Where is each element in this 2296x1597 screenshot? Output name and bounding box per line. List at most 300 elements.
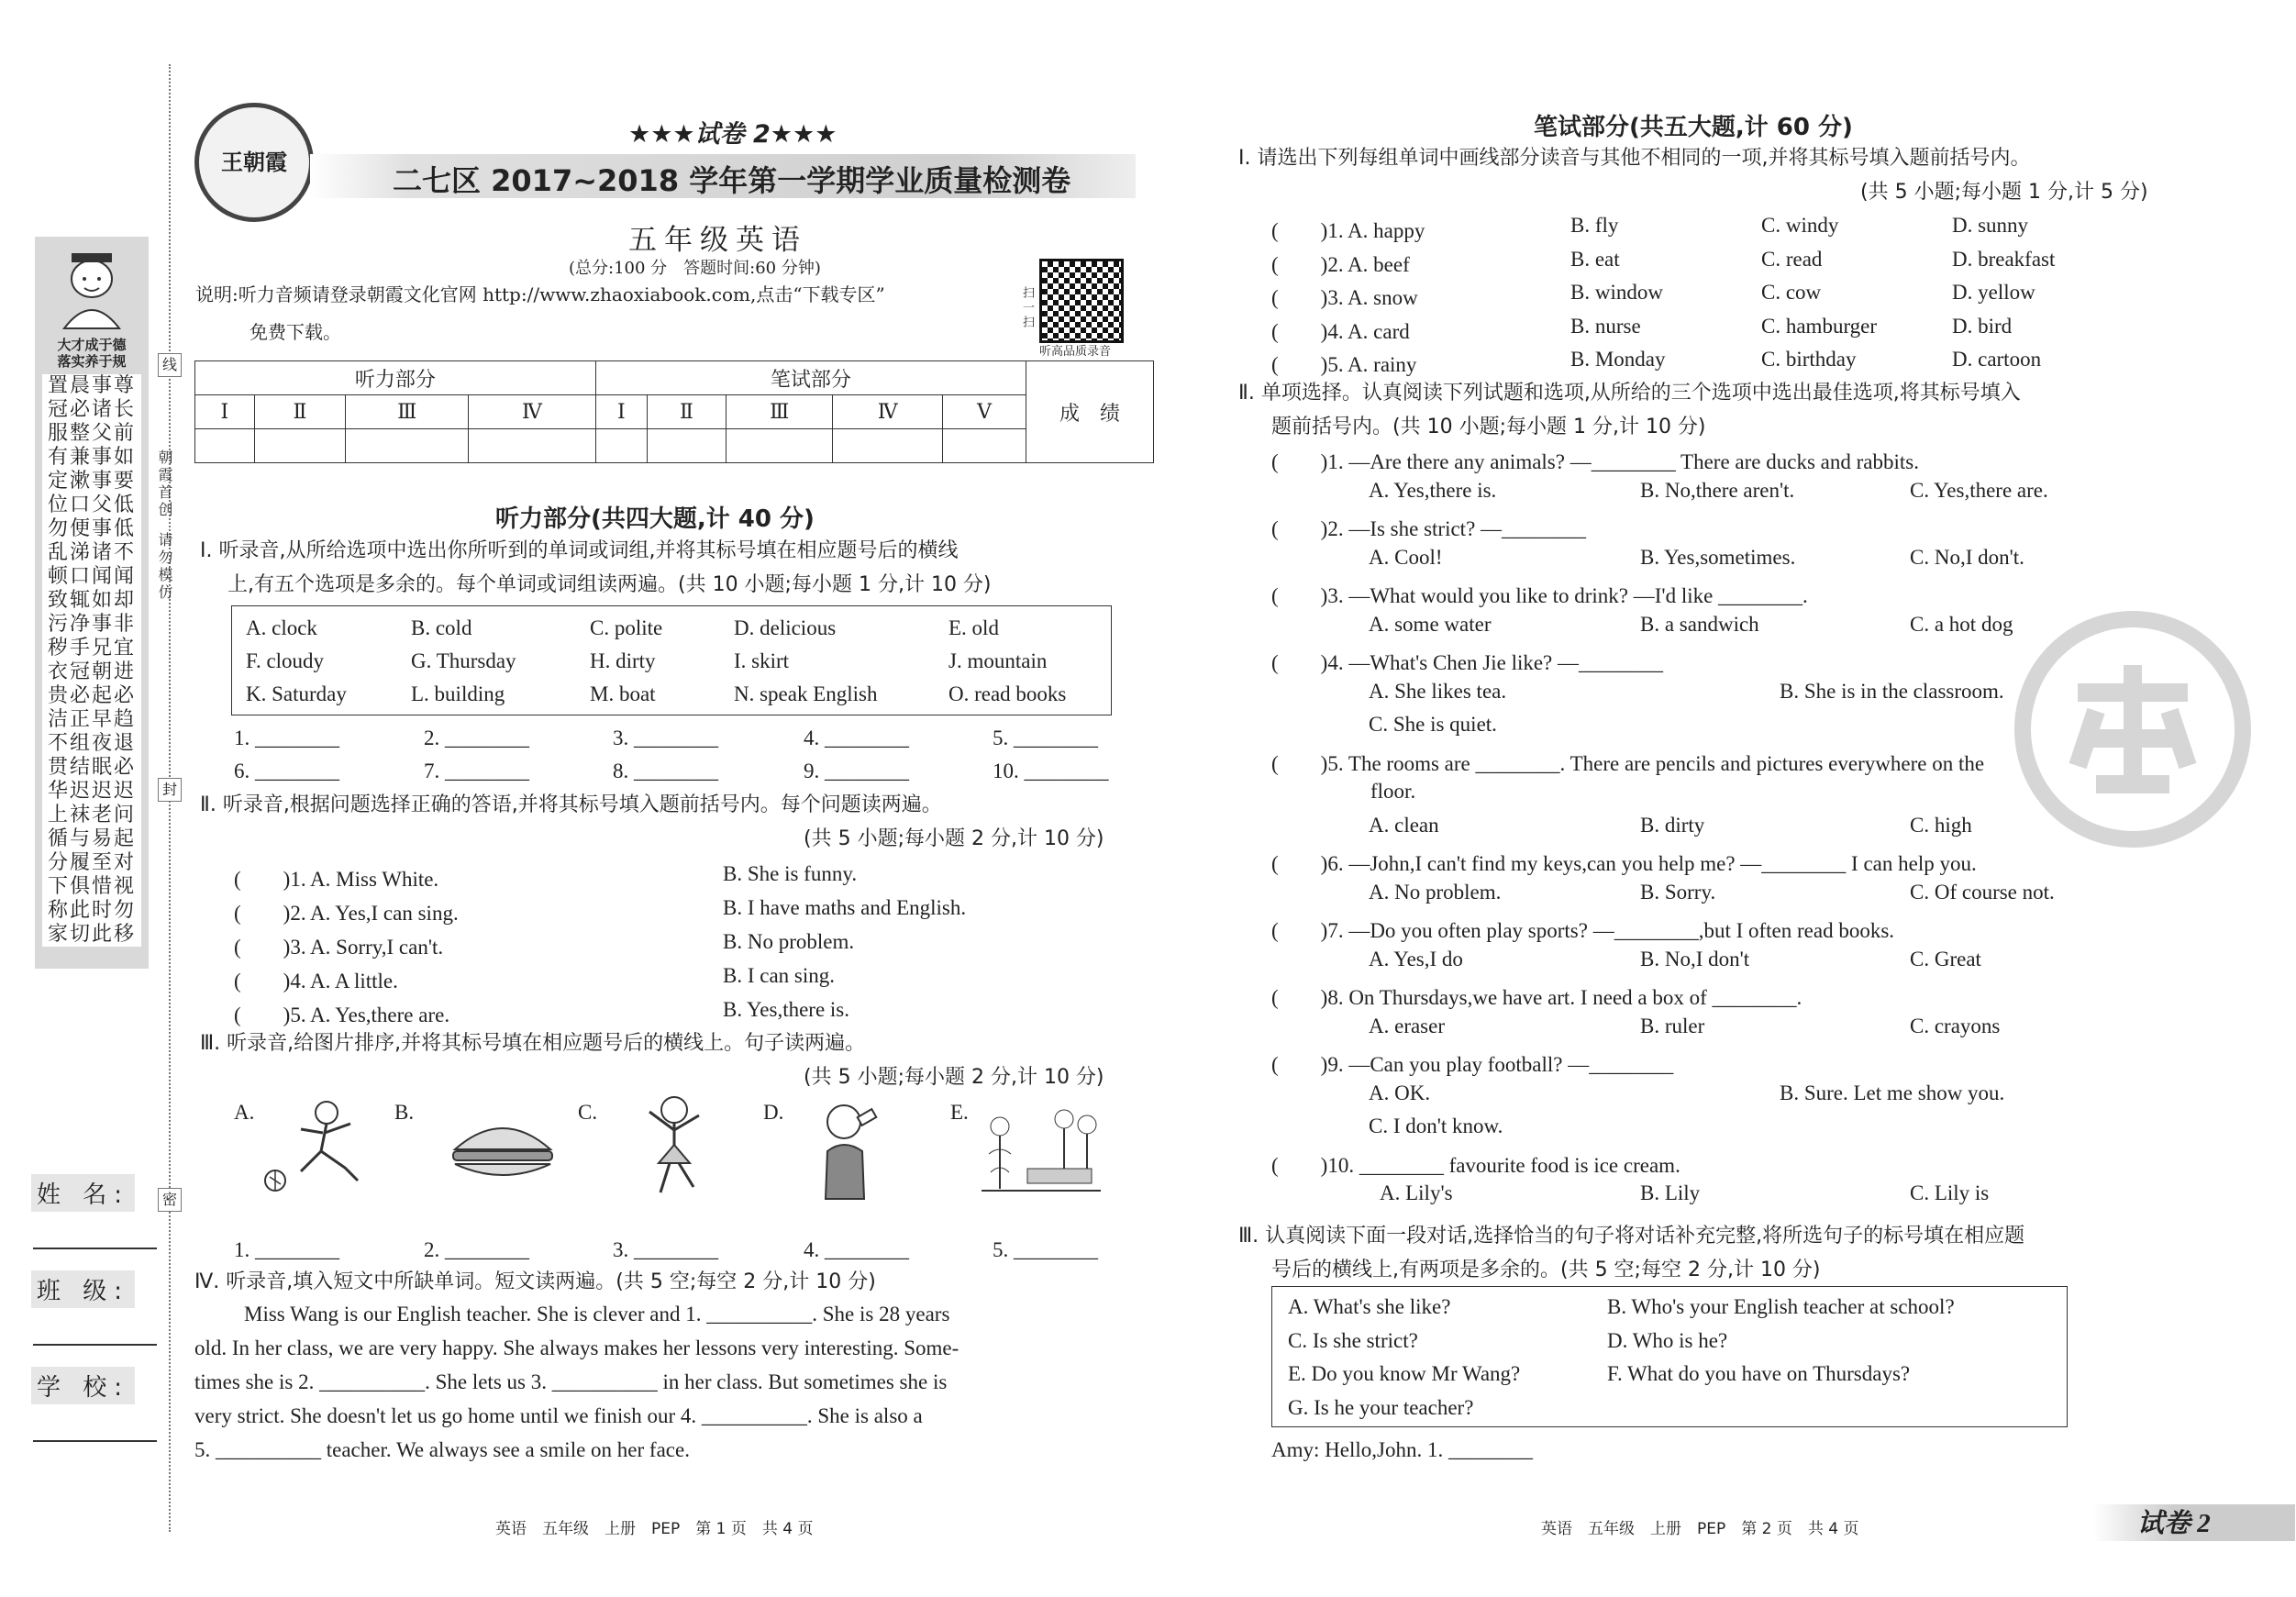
listening-s2-question: ( )4. A. A little. xyxy=(234,970,398,993)
proverb-char: 正 xyxy=(69,708,92,731)
proverb-char: 履 xyxy=(69,851,92,874)
motto-line-1: 大才成于德 xyxy=(57,337,127,353)
proverb-char: 家 xyxy=(47,923,70,946)
proverb-char: 此 xyxy=(92,923,115,946)
proverb-row xyxy=(42,589,141,613)
proverb-char: 口 xyxy=(69,494,92,516)
proverb-char: 致 xyxy=(47,589,70,612)
writing-s1-instruction: Ⅰ. 请选出下列每组单词中画线部分读音与其他不相同的一项,并将其标号填入题前括号内。 xyxy=(1238,147,2031,170)
pronunciation-option: D. cartoon xyxy=(1952,348,2042,371)
motto-line-2: 落实养于规 xyxy=(57,353,127,370)
mcq-question: ( )2. —Is she strict? —________ xyxy=(1271,517,1587,540)
mcq-question: ( )7. —Do you often play sports? —________,but I often read books. xyxy=(1271,919,1895,942)
mcq-option: C. She is quiet. xyxy=(1369,713,1497,736)
proverb-char: 此 xyxy=(69,899,92,922)
proverb-char: 移 xyxy=(114,923,137,946)
proverb-char: 早 xyxy=(92,708,115,731)
brand-logo xyxy=(194,103,314,222)
listening-s1-blank: 7. ________ xyxy=(424,760,529,782)
picture-label: D. xyxy=(763,1101,784,1124)
proverb-row xyxy=(42,422,141,446)
dialog-option: D. Who is he? xyxy=(1607,1328,1728,1352)
score-col: Ⅳ xyxy=(833,395,943,429)
pronunciation-option: ( )5. A. rainy xyxy=(1271,353,1417,376)
mcq-option: A. eraser xyxy=(1369,1014,1446,1037)
footer-right: 英语 五年级 上册 PEP 第 2 页 共 4 页 xyxy=(1541,1520,1859,1538)
writing-s3-instruction-2: 号后的横线上,有两项是多余的。(共 5 空;每空 2 分,计 10 分) xyxy=(1271,1259,1821,1281)
qr-caption: 听高品质录音 xyxy=(1039,345,1112,359)
proverb-char: 便 xyxy=(69,517,92,540)
dialog-option: G. Is he your teacher? xyxy=(1288,1395,1474,1419)
proverb-char: 切 xyxy=(69,923,92,946)
subject-title: 五年级英语 xyxy=(628,224,807,257)
score-col: Ⅴ xyxy=(943,395,1026,429)
listening-s1-blank: 1. ________ xyxy=(234,726,339,749)
footer-badge: 试卷 2 xyxy=(2137,1509,2211,1538)
score-col: Ⅱ xyxy=(647,395,726,429)
proverb-char: 贵 xyxy=(47,684,70,707)
mcq-option: A. OK. xyxy=(1369,1081,1431,1104)
proverb-char: 晨 xyxy=(69,374,92,397)
proverb-char: 长 xyxy=(114,398,137,421)
mcq-question: ( )4. —What's Chen Jie like? —________ xyxy=(1271,651,1664,674)
listening-s1-blank: 5. ________ xyxy=(993,726,1098,749)
mcq-option: C. Lily is xyxy=(1910,1181,1990,1204)
proverb-char: 尊 xyxy=(114,374,137,397)
proverb-char: 宜 xyxy=(114,637,137,660)
proverb-char: 闻 xyxy=(92,565,115,588)
mcq-option: A. She likes tea. xyxy=(1369,679,1507,703)
proverb-row xyxy=(42,374,141,398)
mcq-option: A. clean xyxy=(1369,813,1439,837)
proverb-char: 辄 xyxy=(69,589,92,612)
proverb-char: 必 xyxy=(69,684,92,707)
dialog-option: A. What's she like? xyxy=(1288,1295,1451,1318)
score-head-total: 成 绩 xyxy=(1026,361,1154,463)
listening-s2-option-b: B. Yes,there is. xyxy=(723,998,850,1021)
listening-title: 听力部分(共四大题,计 40 分) xyxy=(495,505,815,533)
listening-s1-blank: 6. ________ xyxy=(234,760,339,782)
proverb-char: 漱 xyxy=(69,470,92,493)
proverb-char: 如 xyxy=(92,589,115,612)
score-cell[interactable] xyxy=(469,429,596,463)
proverb-row xyxy=(42,780,141,804)
picture-girl-dancing xyxy=(633,1092,715,1202)
proverb-char: 迟 xyxy=(92,780,115,803)
proverb-row xyxy=(42,875,141,899)
seal-char-mi: 密 xyxy=(158,1188,182,1212)
score-cell[interactable] xyxy=(943,429,1026,463)
proverb-char: 起 xyxy=(114,827,137,850)
proverb-row xyxy=(42,446,141,470)
pronunciation-option: D. sunny xyxy=(1952,214,2029,237)
listening-s1-instruction-1: Ⅰ. 听录音,从所给选项中选出你所听到的单词或词组,并将其标号填在相应题号后的横线 xyxy=(200,539,959,562)
proverb-char: 诸 xyxy=(92,541,115,564)
pronunciation-option: B. eat xyxy=(1570,247,1620,271)
proverb-char: 至 xyxy=(92,851,115,874)
listening-s1-option: C. polite xyxy=(590,616,663,639)
exam-meta: (总分:100 分 答题时间:60 分钟) xyxy=(569,259,821,278)
listening-s2-question: ( )5. A. Yes,there are. xyxy=(234,1004,450,1026)
proverb-char: 有 xyxy=(47,446,70,469)
listening-s1-option: O. read books xyxy=(948,682,1067,705)
mcq-option: A. No problem. xyxy=(1369,880,1502,904)
proverb-char: 视 xyxy=(114,875,137,898)
mcq-option: B. a sandwich xyxy=(1640,612,1759,636)
proverb-char: 眠 xyxy=(92,756,115,779)
mcq-question: ( )6. —John,I can't find my keys,can you help me? —________ I can help you. xyxy=(1271,852,1977,875)
pronunciation-option: B. fly xyxy=(1570,214,1619,237)
listening-s3-instruction: Ⅲ. 听录音,给图片排序,并将其标号填在相应题号后的横线上。句子读两遍。 xyxy=(200,1032,866,1055)
proverb-char: 朝 xyxy=(92,660,115,683)
proverb-row xyxy=(42,517,141,541)
proverb-char: 冠 xyxy=(69,660,92,683)
proverb-char: 结 xyxy=(69,756,92,779)
mcq-option: C. Great xyxy=(1910,947,1981,970)
listening-s2-option-b: B. I have maths and English. xyxy=(723,896,967,919)
pronunciation-option: D. bird xyxy=(1952,314,2013,338)
mcq-option: A. Lily's xyxy=(1380,1181,1453,1204)
proverb-row xyxy=(42,923,141,947)
proverb-char: 事 xyxy=(92,374,115,397)
writing-s3-instruction-1: Ⅲ. 认真阅读下面一段对话,选择恰当的句子将对话补充完整,将所选句子的标号填在相应题 xyxy=(1238,1225,2025,1248)
proverb-char: 污 xyxy=(47,613,70,636)
listening-s1-option: I. skirt xyxy=(734,649,790,672)
note-line-2: 免费下载。 xyxy=(250,321,341,343)
proverb-row xyxy=(42,804,141,827)
score-col: Ⅲ xyxy=(727,395,833,429)
mcq-option: B. No,I don't xyxy=(1640,947,1750,970)
score-col: Ⅱ xyxy=(254,395,345,429)
score-cell[interactable] xyxy=(595,429,647,463)
proverb-char: 手 xyxy=(69,637,92,660)
listening-s1-option: N. speak English xyxy=(734,682,878,705)
proverb-char: 起 xyxy=(92,684,115,707)
proverb-char: 兄 xyxy=(92,637,115,660)
mcq-option: B. dirty xyxy=(1640,813,1705,837)
proverb-char: 对 xyxy=(114,851,137,874)
writing-title: 笔试部分(共五大题,计 60 分) xyxy=(1534,114,1853,141)
pronunciation-option: C. windy xyxy=(1761,214,1839,237)
mcq-question: ( )9. —Can you play football? —________ xyxy=(1271,1053,1674,1076)
proverb-char: 必 xyxy=(69,398,92,421)
pronunciation-option: B. nurse xyxy=(1570,314,1641,338)
side-note-2: 请勿模仿 xyxy=(156,532,173,602)
score-col: Ⅳ xyxy=(469,395,596,429)
proverb-char: 勿 xyxy=(114,899,137,922)
listening-s2-option-b: B. No problem. xyxy=(723,930,855,953)
mcq-option: B. She is in the classroom. xyxy=(1780,679,2004,703)
mcq-option: A. some water xyxy=(1369,612,1492,636)
proverb-char: 兼 xyxy=(69,446,92,469)
class-label: 班 级: xyxy=(31,1270,135,1308)
listening-s2-question: ( )1. A. Miss White. xyxy=(234,868,439,891)
proverb-char: 非 xyxy=(114,613,137,636)
pronunciation-option: C. read xyxy=(1761,247,1823,271)
listening-s1-option: D. delicious xyxy=(734,616,837,639)
school-label: 学 校: xyxy=(31,1367,135,1404)
proverb-char: 父 xyxy=(92,422,115,445)
listening-s2-question: ( )2. A. Yes,I can sing. xyxy=(234,902,459,925)
writing-s2-instruction-2: 题前括号内。(共 10 小题;每小题 1 分,计 10 分) xyxy=(1271,416,1706,438)
exam-title: 二七区 2017~2018 学年第一学期学业质量检测卷 xyxy=(393,163,1071,198)
listening-s2-instruction: Ⅱ. 听录音,根据问题选择正确的答语,并将其标号填入题前括号内。每个问题读两遍。 xyxy=(200,793,942,816)
note-line-1: 说明:听力音频请登录朝霞文化官网 http://www.zhaoxiabook.com,点击“下载专区” xyxy=(195,283,885,305)
proverb-char: 贯 xyxy=(47,756,70,779)
listening-s3-blank: 5. ________ xyxy=(993,1238,1098,1261)
passage-line: 5. __________ teacher. We always see a smile on her face. xyxy=(194,1438,690,1461)
mcq-question: ( )1. —Are there any animals? —________ There are ducks and rabbits. xyxy=(1271,450,1919,473)
listening-s2-option-b: B. I can sing. xyxy=(723,964,836,987)
passage-line: old. In her class, we are very happy. She always makes her lessons very interesting. Some- xyxy=(194,1336,959,1359)
proverb-char: 服 xyxy=(47,422,70,445)
listening-s1-option: A. clock xyxy=(246,616,317,639)
writing-s2-instruction-1: Ⅱ. 单项选择。认真阅读下列试题和选项,从所给的三个选项中选出最佳选项,将其标号填入 xyxy=(1238,382,2021,405)
mcq-option: C. I don't know. xyxy=(1369,1115,1503,1137)
dialog-option: C. Is she strict? xyxy=(1288,1328,1418,1352)
score-head-writing: 笔试部分 xyxy=(595,361,1026,395)
pronunciation-option: ( )1. A. happy xyxy=(1271,219,1425,242)
pronunciation-option: C. birthday xyxy=(1761,348,1857,371)
proverb-char: 位 xyxy=(47,494,70,516)
passage-line: very strict. She doesn't let us go home until we finish our 4. __________. She is also a xyxy=(194,1404,923,1427)
proverb-char: 与 xyxy=(69,827,92,850)
mcq-option: B. No,there aren't. xyxy=(1640,478,1795,502)
proverb-char: 上 xyxy=(47,804,70,826)
listening-s2-option-b: B. She is funny. xyxy=(723,862,858,885)
listening-s1-option: E. old xyxy=(948,616,999,639)
listening-s1-option: M. boat xyxy=(590,682,656,705)
pronunciation-option: B. Monday xyxy=(1570,348,1666,371)
mcq-option: B. ruler xyxy=(1640,1014,1705,1037)
mcq-option: C. No,I don't. xyxy=(1910,545,2024,569)
mcq-option: A. Cool! xyxy=(1369,545,1443,569)
proverb-char: 循 xyxy=(47,827,70,850)
mcq-question: ( )3. —What would you like to drink? —I'd like ________. xyxy=(1271,584,1808,607)
proverb-char: 洁 xyxy=(47,708,70,731)
proverb-row xyxy=(42,613,141,637)
picture-label: E. xyxy=(950,1101,969,1124)
mcq-option: C. crayons xyxy=(1910,1014,2001,1037)
proverb-char: 置 xyxy=(47,374,70,397)
listening-s3-blank: 4. ________ xyxy=(804,1238,909,1261)
pronunciation-option: B. window xyxy=(1570,281,1663,304)
listening-s2-question: ( )3. A. Sorry,I can't. xyxy=(234,936,444,959)
proverb-char: 如 xyxy=(114,446,137,469)
proverb-char: 进 xyxy=(114,660,137,683)
listening-s1-blank: 9. ________ xyxy=(804,760,909,782)
proverb-char: 退 xyxy=(114,732,137,755)
footer-left: 英语 五年级 上册 PEP 第 1 页 共 4 页 xyxy=(495,1520,814,1538)
dialog-line-1: Amy: Hello,John. 1. ________ xyxy=(1271,1438,1533,1461)
score-cell[interactable] xyxy=(727,429,833,463)
picture-label: A. xyxy=(234,1101,255,1124)
pronunciation-option: D. breakfast xyxy=(1952,247,2056,271)
proverb-char: 称 xyxy=(47,899,70,922)
proverb-char: 父 xyxy=(92,494,115,516)
proverb-char: 不 xyxy=(114,541,137,564)
proverb-char: 必 xyxy=(114,684,137,707)
proverb-char: 时 xyxy=(92,899,115,922)
passage-line: Miss Wang is our English teacher. She is clever and 1. __________. She is 28 years xyxy=(244,1303,950,1325)
proverb-char: 口 xyxy=(69,565,92,588)
mcq-option: C. a hot dog xyxy=(1910,612,2013,636)
name-field[interactable] xyxy=(33,1248,157,1249)
listening-s1-blank: 2. ________ xyxy=(424,726,529,749)
proverb-char: 问 xyxy=(114,804,137,826)
score-head-listening: 听力部分 xyxy=(195,361,596,395)
score-cell[interactable] xyxy=(254,429,345,463)
score-cell[interactable] xyxy=(346,429,469,463)
proverb-char: 不 xyxy=(47,732,70,755)
proverb-row xyxy=(42,637,141,660)
name-label: 姓 名: xyxy=(31,1174,135,1212)
mcq-question: ( )10. ________ favourite food is ice cream. xyxy=(1271,1153,1680,1177)
listening-s3-points: (共 5 小题;每小题 2 分,计 10 分) xyxy=(804,1066,1104,1089)
proverb-row xyxy=(42,732,141,756)
proverb-row xyxy=(42,565,141,589)
listening-s3-blank: 2. ________ xyxy=(424,1238,529,1261)
proverb-row xyxy=(42,541,141,565)
dialog-option: F. What do you have on Thursdays? xyxy=(1607,1362,1911,1385)
picture-label: B. xyxy=(394,1101,415,1124)
picture-garden xyxy=(972,1099,1110,1202)
proverb-char: 诸 xyxy=(92,398,115,421)
listening-s1-option: G. Thursday xyxy=(411,649,516,672)
proverb-char: 事 xyxy=(92,470,115,493)
listening-s1-option: B. cold xyxy=(411,616,472,639)
dialog-option: E. Do you know Mr Wang? xyxy=(1288,1362,1521,1385)
proverb-char: 定 xyxy=(47,470,70,493)
mcq-question: ( )5. The rooms are ________. There are pencils and pictures everywhere on the xyxy=(1271,751,1985,775)
proverb-char: 低 xyxy=(114,494,137,516)
qr-code xyxy=(1039,259,1124,343)
proverb-char: 勿 xyxy=(47,517,70,540)
watermark-seal-icon xyxy=(2013,610,2252,848)
proverb-char: 迟 xyxy=(114,780,137,803)
proverb-char: 惜 xyxy=(92,875,115,898)
listening-s1-instruction-2: 上,有五个选项是多余的。每个单词或词组读两遍。(共 10 小题;每小题 1 分,计 10 分) xyxy=(227,573,992,596)
score-col: Ⅰ xyxy=(195,395,255,429)
score-cell[interactable] xyxy=(833,429,943,463)
pronunciation-option: ( )4. A. card xyxy=(1271,319,1410,343)
listening-s4-instruction: Ⅳ. 听录音,填入短文中所缺单词。短文读两遍。(共 5 空;每空 2 分,计 10 分) xyxy=(194,1270,876,1293)
listening-s1-blank: 4. ________ xyxy=(804,726,909,749)
class-field[interactable] xyxy=(33,1344,157,1346)
mcq-question: ( )8. On Thursdays,we have art. I need a box of ________. xyxy=(1271,986,1802,1009)
proverb-char: 华 xyxy=(47,780,70,803)
proverb-char: 衣 xyxy=(47,660,70,683)
mcq-option: C. Yes,there are. xyxy=(1910,478,2048,502)
proverb-char: 乱 xyxy=(47,541,70,564)
proverb-char: 整 xyxy=(69,422,92,445)
picture-boy-kicking-ball xyxy=(255,1096,383,1197)
proverb-row xyxy=(42,851,141,875)
listening-s1-blank: 8. ________ xyxy=(613,760,718,782)
picture-label: C. xyxy=(578,1101,598,1124)
proverb-row xyxy=(42,708,141,732)
proverb-char: 涕 xyxy=(69,541,92,564)
proverb-char: 趋 xyxy=(114,708,137,731)
proverb-char: 低 xyxy=(114,517,137,540)
proverb-char: 下 xyxy=(47,875,70,898)
proverb-char: 易 xyxy=(92,827,115,850)
score-table xyxy=(194,360,1154,463)
mcq-question-cont: floor. xyxy=(1370,780,1416,803)
proverb-char: 迟 xyxy=(69,780,92,803)
proverb-row xyxy=(42,494,141,517)
proverb-char: 闻 xyxy=(114,565,137,588)
listening-s3-blank: 3. ________ xyxy=(613,1238,718,1261)
proverb-char: 老 xyxy=(92,804,115,826)
listening-s1-option: H. dirty xyxy=(590,649,656,672)
listening-s2-points: (共 5 小题;每小题 2 分,计 10 分) xyxy=(804,827,1104,850)
score-cell[interactable] xyxy=(647,429,726,463)
proverb-row xyxy=(42,398,141,422)
pronunciation-option: C. cow xyxy=(1761,281,1822,304)
proverb-char: 组 xyxy=(69,732,92,755)
logo-text: 王朝霞 xyxy=(221,149,287,175)
proverb-char: 事 xyxy=(92,613,115,636)
score-cell[interactable] xyxy=(195,429,255,463)
proverb-row xyxy=(42,756,141,780)
listening-s3-blank: 1. ________ xyxy=(234,1238,339,1261)
proverb-char: 秽 xyxy=(47,637,70,660)
dialog-option: B. Who's your English teacher at school? xyxy=(1607,1295,1955,1318)
picture-boy-drinking xyxy=(807,1096,890,1202)
listening-s1-option: K. Saturday xyxy=(246,682,347,705)
seal-char-xian: 线 xyxy=(158,353,182,377)
mcq-option: A. Yes,I do xyxy=(1369,947,1463,970)
qr-side-text: 扫一扫 xyxy=(1020,286,1034,330)
paper-badge: ★★★试卷 2★★★ xyxy=(628,120,837,149)
mcq-option: B. Sorry. xyxy=(1640,880,1716,904)
pronunciation-option: ( )2. A. beef xyxy=(1271,252,1410,276)
seal-char-feng: 封 xyxy=(158,778,182,802)
mcq-option: B. Lily xyxy=(1640,1181,1701,1204)
listening-s1-blank: 3. ________ xyxy=(613,726,718,749)
proverb-char: 净 xyxy=(69,613,92,636)
pronunciation-option: C. hamburger xyxy=(1761,314,1878,338)
side-note-1: 朝霞首创 xyxy=(156,449,173,519)
proverb-char: 要 xyxy=(114,470,137,493)
mcq-option: B. Yes,sometimes. xyxy=(1640,545,1796,569)
proverb-row xyxy=(42,684,141,708)
picture-hamburger xyxy=(448,1115,558,1188)
proverb-char: 前 xyxy=(114,422,137,445)
writing-s1-points: (共 5 小题;每小题 1 分,计 5 分) xyxy=(1860,181,2148,204)
mcq-option: A. Yes,there is. xyxy=(1369,478,1497,502)
pronunciation-option: ( )3. A. snow xyxy=(1271,286,1418,309)
listening-s1-option: F. cloudy xyxy=(246,649,325,672)
listening-s1-option: L. building xyxy=(411,682,505,705)
listening-s1-option: J. mountain xyxy=(948,649,1048,672)
proverb-char: 冠 xyxy=(47,398,70,421)
pronunciation-option: D. yellow xyxy=(1952,281,2035,304)
proverb-row xyxy=(42,470,141,494)
score-col: Ⅰ xyxy=(595,395,647,429)
proverb-char: 袜 xyxy=(69,804,92,826)
mcq-option: B. Sure. Let me show you. xyxy=(1780,1081,2005,1104)
school-field[interactable] xyxy=(33,1440,157,1442)
proverb-char: 必 xyxy=(114,756,137,779)
scholar-illustration xyxy=(44,246,139,330)
proverb-char: 分 xyxy=(47,851,70,874)
proverb-row xyxy=(42,827,141,851)
proverb-char: 却 xyxy=(114,589,137,612)
proverb-char: 顿 xyxy=(47,565,70,588)
proverb-row xyxy=(42,660,141,684)
